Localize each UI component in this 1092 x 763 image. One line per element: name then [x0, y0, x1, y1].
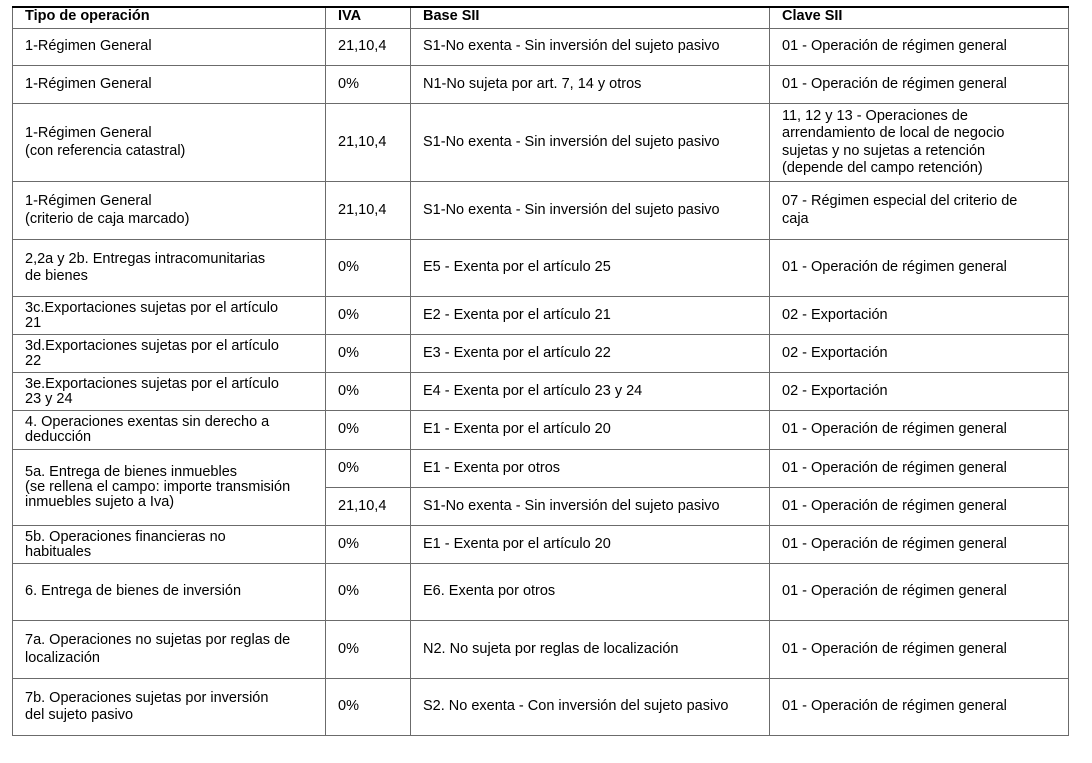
clave-cell: [770, 621, 1069, 679]
tipo-line: 3c.Exportaciones sujetas por el artículo: [25, 299, 279, 316]
clave-cell: [770, 526, 1069, 564]
clave-line: 02 - Exportación: [782, 306, 888, 323]
tipo-line: 5b. Operaciones financieras no: [25, 528, 226, 545]
clave-cell: [770, 240, 1069, 297]
tipo-cell: [13, 526, 326, 564]
clave-cell: [770, 679, 1069, 736]
clave-cell: [770, 373, 1069, 411]
base-cell: E5 - Exenta por el artículo 25: [411, 240, 770, 297]
clave-line: 01 - Operación de régimen general: [782, 421, 1007, 438]
tipo-line: 7a. Operaciones no sujetas por reglas de: [25, 632, 291, 649]
clave-line: 11, 12 y 13 - Operaciones de: [782, 108, 968, 125]
iva-cell: 0%: [326, 240, 411, 297]
clave-cell: [770, 335, 1069, 373]
tipo-line: 21: [25, 314, 42, 331]
header-clave: Clave SII: [770, 7, 1069, 29]
iva-cell: 21,10,4: [326, 104, 411, 182]
clave-line: caja: [782, 210, 809, 227]
clave-line: 01 - Operación de régimen general: [782, 459, 1007, 476]
table-row: [13, 411, 1069, 450]
operations-table: [12, 6, 1069, 736]
tipo-cell: [13, 621, 326, 679]
tipo-cell: [13, 66, 326, 104]
table-row: [13, 335, 1069, 373]
clave-cell: [770, 488, 1069, 526]
clave-line: arrendamiento de local de negocio: [782, 125, 1005, 142]
header-iva: IVA: [326, 7, 411, 29]
base-cell: N1-No sujeta por art. 7, 14 y otros: [411, 66, 770, 104]
iva-cell: 0%: [326, 66, 411, 104]
base-cell: E6. Exenta por otros: [411, 564, 770, 621]
tipo-line: 4. Operaciones exentas sin derecho a: [25, 414, 270, 431]
table-row: [13, 66, 1069, 104]
tipo-line: 2,2a y 2b. Entregas intracomunitarias: [25, 250, 266, 267]
table-row: [13, 526, 1069, 564]
base-cell: S1-No exenta - Sin inversión del sujeto pasivo: [411, 29, 770, 66]
iva-cell: 21,10,4: [326, 182, 411, 240]
table-row: [13, 297, 1069, 335]
clave-line: sujetas y no sujetas a retención: [782, 142, 986, 159]
header-row: [13, 7, 1069, 29]
base-cell: E2 - Exenta por el artículo 21: [411, 297, 770, 335]
tipo-cell: [13, 182, 326, 240]
tipo-cell: [13, 240, 326, 297]
tipo-cell: [13, 450, 326, 526]
clave-line: 01 - Operación de régimen general: [782, 75, 1007, 92]
clave-line: 01 - Operación de régimen general: [782, 259, 1007, 276]
tipo-line: 1-Régimen General: [25, 38, 152, 55]
base-cell: E1 - Exenta por otros: [411, 450, 770, 488]
base-cell: S1-No exenta - Sin inversión del sujeto pasivo: [411, 104, 770, 182]
tipo-line: 22: [25, 352, 42, 369]
tipo-cell: [13, 297, 326, 335]
tipo-line: 3d.Exportaciones sujetas por el artículo: [25, 337, 279, 354]
tipo-line: del sujeto pasivo: [25, 707, 134, 723]
tipo-line: localización: [25, 649, 100, 666]
iva-cell: 21,10,4: [326, 29, 411, 66]
clave-line: 01 - Operación de régimen general: [782, 38, 1007, 55]
clave-cell: [770, 450, 1069, 488]
tipo-line: inmuebles sujeto a Iva): [25, 493, 175, 510]
tipo-line: 7b. Operaciones sujetas por inversión: [25, 689, 269, 706]
base-cell: S1-No exenta - Sin inversión del sujeto pasivo: [411, 488, 770, 526]
clave-cell: [770, 104, 1069, 182]
clave-cell: [770, 411, 1069, 450]
iva-cell: 0%: [326, 335, 411, 373]
tipo-line: deducción: [25, 429, 92, 445]
clave-cell: [770, 66, 1069, 104]
table-row: [13, 621, 1069, 679]
base-cell: S2. No exenta - Con inversión del sujeto pasivo: [411, 679, 770, 736]
clave-cell: [770, 564, 1069, 621]
iva-cell: 0%: [326, 297, 411, 335]
tipo-cell: [13, 335, 326, 373]
tipo-line: 5a. Entrega de bienes inmuebles: [25, 464, 238, 481]
tipo-cell: [13, 564, 326, 621]
table-row: [13, 182, 1069, 240]
header-tipo: Tipo de operación: [13, 7, 326, 29]
tipo-cell: [13, 411, 326, 450]
base-cell: E3 - Exenta por el artículo 22: [411, 335, 770, 373]
table-row: [13, 450, 1069, 488]
tipo-line: 1-Régimen General: [25, 193, 152, 210]
tipo-line: habituales: [25, 543, 92, 560]
base-cell: E4 - Exenta por el artículo 23 y 24: [411, 373, 770, 411]
clave-cell: [770, 182, 1069, 240]
table-row: [13, 240, 1069, 297]
tipo-line: (se rellena el campo: importe transmisión: [25, 479, 291, 496]
base-cell: N2. No sujeta por reglas de localización: [411, 621, 770, 679]
iva-cell: 0%: [326, 621, 411, 679]
tipo-cell: [13, 29, 326, 66]
tipo-cell: [13, 679, 326, 736]
table-row: [13, 679, 1069, 736]
table-row: [13, 564, 1069, 621]
clave-line: 07 - Régimen especial del criterio de: [782, 193, 1018, 210]
tipo-line: 6. Entrega de bienes de inversión: [25, 583, 242, 600]
clave-line: 01 - Operación de régimen general: [782, 640, 1007, 657]
tipo-cell: [13, 104, 326, 182]
iva-cell: 0%: [326, 526, 411, 564]
clave-cell: [770, 29, 1069, 66]
tipo-line: 3e.Exportaciones sujetas por el artículo: [25, 375, 279, 392]
clave-line: 02 - Exportación: [782, 344, 888, 361]
base-cell: S1-No exenta - Sin inversión del sujeto pasivo: [411, 182, 770, 240]
iva-cell: 0%: [326, 450, 411, 488]
clave-cell: [770, 297, 1069, 335]
table-row: [13, 104, 1069, 182]
tipo-line: de bienes: [25, 268, 88, 284]
table-row: [13, 373, 1069, 411]
clave-line: 01 - Operación de régimen general: [782, 497, 1007, 514]
base-cell: E1 - Exenta por el artículo 20: [411, 411, 770, 450]
clave-line: 01 - Operación de régimen general: [782, 583, 1007, 600]
table-row: [13, 29, 1069, 66]
tipo-line: 1-Régimen General: [25, 75, 152, 92]
clave-line: 01 - Operación de régimen general: [782, 535, 1007, 552]
header-base: Base SII: [411, 7, 770, 29]
clave-line: 01 - Operación de régimen general: [782, 698, 1007, 715]
iva-cell: 0%: [326, 564, 411, 621]
iva-cell: 0%: [326, 373, 411, 411]
clave-line: 02 - Exportación: [782, 382, 888, 399]
tipo-line: (con referencia catastral): [25, 142, 186, 159]
tipo-line: (criterio de caja marcado): [25, 210, 190, 227]
tipo-cell: [13, 373, 326, 411]
tipo-line: 23 y 24: [25, 390, 73, 407]
iva-cell: 0%: [326, 411, 411, 450]
clave-line: (depende del campo retención): [782, 159, 983, 176]
base-cell: E1 - Exenta por el artículo 20: [411, 526, 770, 564]
tipo-line: 1-Régimen General: [25, 125, 152, 142]
iva-cell: 0%: [326, 679, 411, 736]
iva-cell: 21,10,4: [326, 488, 411, 526]
